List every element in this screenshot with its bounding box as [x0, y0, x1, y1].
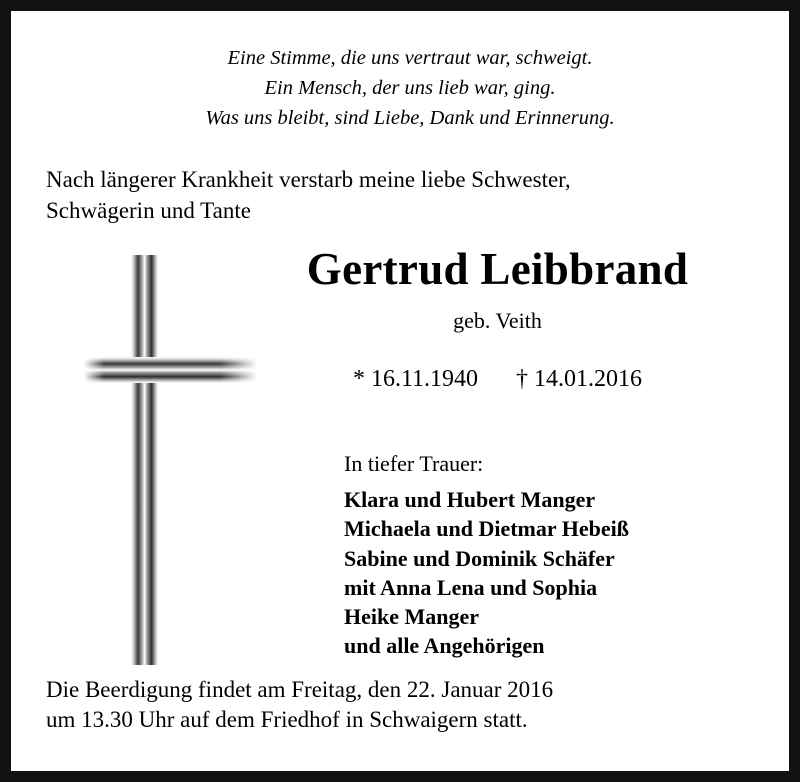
list-item: mit Anna Lena und Sophia — [344, 574, 598, 600]
intro-text — [46, 165, 759, 226]
funeral-line-2: um 13.30 Uhr auf dem Friedhof in Schwaigern statt. — [46, 707, 528, 733]
mourning-label: In tiefer Trauer: — [344, 451, 484, 477]
life-dates — [236, 366, 759, 393]
death-date: † 14.01.2016 — [516, 366, 643, 393]
list-item: Heike Manger — [344, 604, 480, 630]
list-item: Klara und Hubert Manger — [344, 487, 596, 513]
intro-line-2: Schwägerin und Tante — [46, 197, 251, 223]
list-item: und alle Angehörigen — [344, 633, 545, 659]
maiden-name: geb. Veith — [453, 308, 542, 334]
page-title: Gertrud Leibbrand — [306, 243, 689, 294]
funeral-details — [46, 675, 759, 736]
cross-vertical-bar — [131, 255, 158, 665]
intro-line-1: Nach längerer Krankheit verstarb meine liebe Schwester, — [46, 167, 571, 193]
birth-date: * 16.11.1940 — [352, 366, 479, 393]
body-area — [41, 245, 759, 665]
cross-icon — [49, 247, 249, 667]
list-item: Sabine und Dominik Schäfer — [344, 545, 615, 571]
verse-block — [41, 43, 759, 133]
mourners-list — [236, 485, 759, 661]
cross-horizontal-bar — [82, 357, 262, 383]
list-item: Michaela und Dietmar Hebeiß — [344, 516, 629, 542]
verse-line-2: Ein Mensch, der uns lieb war, ging. — [264, 77, 556, 100]
obituary-inner — [11, 11, 789, 771]
funeral-line-1: Die Beerdigung findet am Freitag, den 22. Januar 2016 — [46, 676, 554, 702]
verse-line-3: Was uns bleibt, sind Liebe, Dank und Erinnerung. — [205, 107, 615, 130]
deceased-block — [236, 245, 759, 661]
verse-line-1: Eine Stimme, die uns vertraut war, schweigt. — [227, 47, 593, 69]
